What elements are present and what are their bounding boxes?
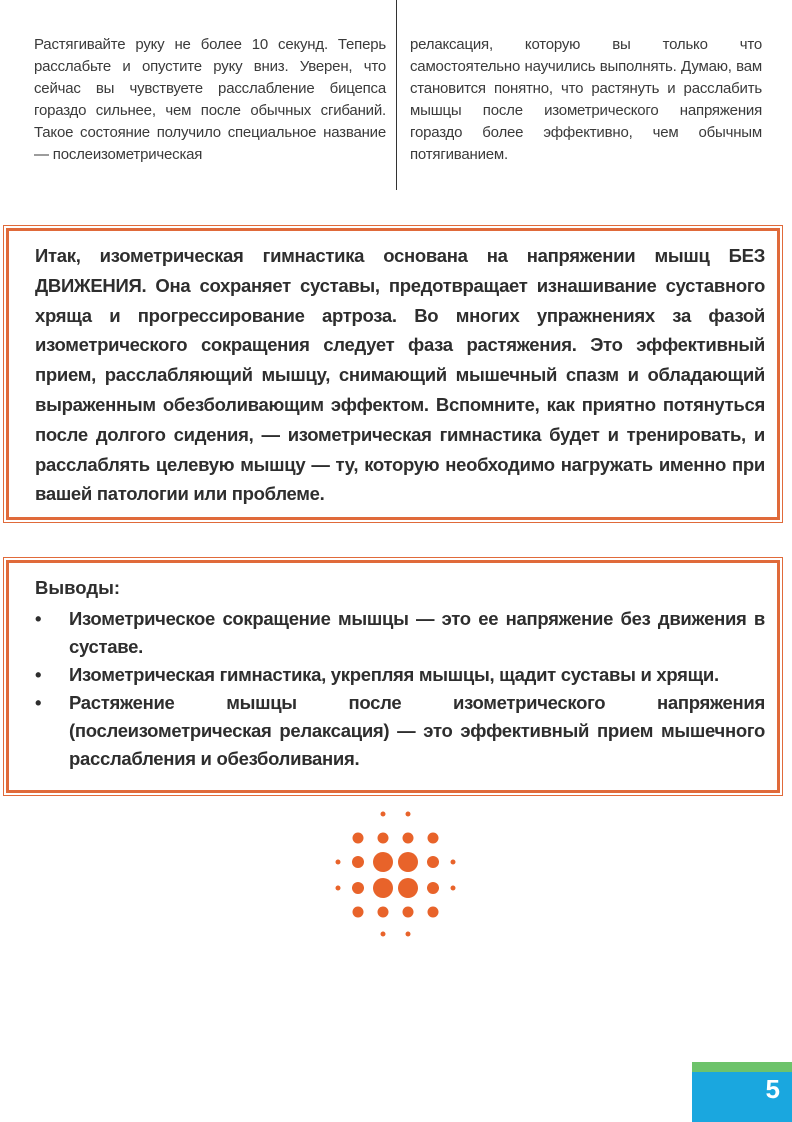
list-item	[35, 605, 765, 661]
paragraph-left: Растягивайте руку не более 10 секунд. Теперь расслабьте и опустите руку вниз. Уверен, что сейчас вы чувствуете расслабление бицепса гораздо сильнее, чем после обычных сгибаний. Такое состояние получило специальное название — послеизометрическая	[34, 36, 386, 163]
bullet-icon: •	[35, 692, 42, 713]
dot-burst-icon	[320, 808, 470, 938]
list-item-text: Изометрическое сокращение мышцы — это ее напряжение без движения в суставе.	[69, 608, 765, 657]
page-number: 5	[765, 1074, 780, 1104]
page-number-badge	[692, 1062, 792, 1122]
list-item-text: Изометрическая гимнастика, укрепляя мышцы, щадит суставы и хрящи.	[69, 664, 719, 685]
badge-accent-bar	[692, 1062, 792, 1072]
list-item-text: Растяжение мышцы после изометрического напряжения (послеизометрическая релаксация) — это эффективный прием мышечного расслабления и обезболивания.	[69, 692, 765, 769]
text-column-right	[410, 34, 762, 166]
highlight-text: Итак, изометрическая гимнастика основана на напряжении мышц БЕЗ ДВИЖЕНИЯ. Она сохраняет суставы, предотвращает изнашивание суставного хряща и прогрессирование артроза. Во многих упражнениях за фазой изометрического сокращения следует фаза растяжения. Это эффективный прием, расслабляющий мышцу, снимающий мышечный спазм и обладающий выраженным обезболивающим эффектом. Вспомните, как приятно потянуться после долгого сидения, — изометрическая гимнастика будет и тренировать, и расслаблять целевую мышцу — ту, которую необходимо нагружать именно при вашей патологии или проблеме.	[35, 245, 765, 505]
list-item	[35, 689, 765, 773]
paragraph-right: релаксация, которую вы только что самостоятельно научились выполнять. Думаю, вам становится понятно, что растянуть и расслабить мышцы после изометрического напряжения гораздо более эффективно, чем обычным потягиванием.	[410, 36, 762, 163]
bullet-icon: •	[35, 608, 42, 629]
conclusions-box	[6, 560, 780, 793]
highlight-box	[6, 228, 780, 520]
list-item	[35, 661, 765, 689]
column-divider	[396, 0, 397, 190]
bullet-icon: •	[35, 664, 42, 685]
conclusions-list	[35, 605, 765, 773]
text-column-left	[34, 34, 386, 166]
conclusions-title: Выводы:	[35, 577, 121, 598]
